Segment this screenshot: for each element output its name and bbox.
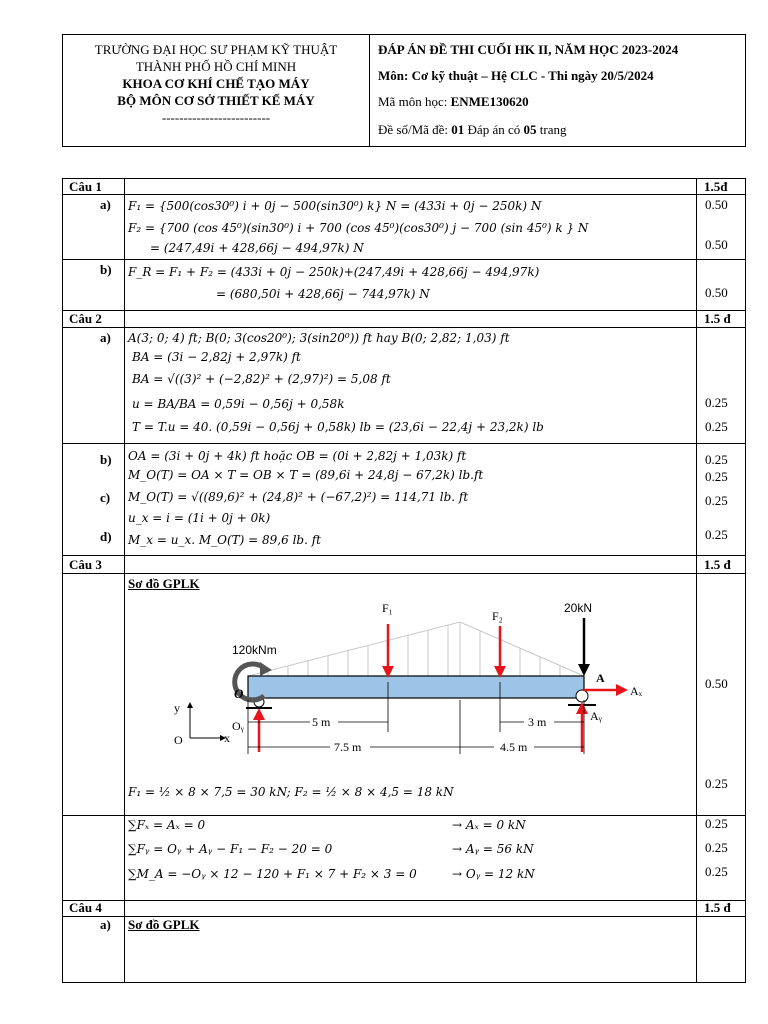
free-body-diagram-title: Sơ đồ GPLK: [128, 917, 200, 932]
part-a-label: a): [100, 330, 111, 345]
score: 0.25: [705, 395, 728, 410]
score: 0.25: [705, 452, 728, 467]
equation-sum-fy: ∑Fᵧ = Oᵧ + Aᵧ − F₁ − F₂ − 20 = 0: [128, 842, 333, 856]
course-code: Mã môn học: ENME130620: [378, 94, 529, 109]
formula-ba-vector: BA = (3i − 2,82j + 2,97k) ft: [132, 350, 301, 364]
label-20kn: 20kN: [564, 601, 593, 615]
formula-resultant-forces: F₁ = ½ × 8 × 7,5 = 30 kN; F₂ = ½ × 8 × 4,5 = 18 kN: [128, 785, 454, 799]
formula-position-vector: OA = (3i + 0j + 4k) ft hoặc OB = (0i + 2,82j + 1,03k) ft: [128, 449, 467, 463]
score: 0.25: [705, 816, 728, 831]
part-a-label: a): [100, 917, 111, 932]
formula-ba-magnitude: BA = √((3)² + (−2,82)² + (2,97)²) = 5,08 ft: [132, 372, 391, 386]
formula-fr: F_R = F₁ + F₂ = (433i + 0j − 250k)+(247,49i + 428,66j − 494,97k): [128, 265, 540, 279]
score: 0.25: [705, 527, 728, 542]
label-o: O: [234, 686, 244, 701]
score: 0.50: [705, 237, 728, 252]
exam-title: ĐÁP ÁN ĐỀ THI CUỐI HK II, NĂM HỌC 2023-2024: [378, 42, 679, 57]
score: 0.25: [705, 864, 728, 879]
pin-support-a: [576, 690, 588, 702]
label-f1: F₁: [382, 601, 393, 615]
label-f2: F₂: [492, 609, 503, 623]
question-2-points: 1.5 đ: [704, 311, 731, 326]
exam-number: Đề số/Mã đề: 01 Đáp án có 05 trang: [378, 122, 567, 137]
formula-ux: u_x = i = (1i + 0j + 0k): [128, 511, 271, 525]
result-ay: → Aᵧ = 56 kN: [452, 842, 534, 856]
formula-mx: M_x = u_x. M_O(T) = 89,6 lb. ft: [128, 533, 321, 547]
label-oy: Oᵧ: [232, 719, 244, 733]
formula-fr-result: = (680,50i + 428,66j − 744,97k) N: [216, 287, 430, 301]
question-3-title: Câu 3: [69, 557, 102, 572]
label-a: A: [596, 671, 605, 685]
score: 0.50: [705, 676, 728, 691]
part-b-label: b): [100, 452, 112, 467]
free-body-diagram-title: Sơ đồ GPLK: [128, 576, 200, 591]
dim-4-5m: 4.5 m: [500, 740, 528, 754]
beam: [248, 676, 584, 698]
score: 0.25: [705, 419, 728, 434]
faculty-name: KHOA CƠ KHÍ CHẾ TẠO MÁY: [122, 76, 310, 91]
dim-3m: 3 m: [528, 715, 547, 729]
exam-subject: Môn: Cơ kỹ thuật – Hệ CLC - Thi ngày 20/5/2024: [378, 68, 654, 83]
score: 0.25: [705, 493, 728, 508]
equation-sum-fx: ∑Fₓ = Aₓ = 0: [128, 818, 206, 832]
label-moment: 120kNm: [232, 643, 277, 657]
part-d-label: d): [100, 529, 112, 544]
beam-diagram: [124, 592, 684, 778]
question-3-points: 1.5 đ: [704, 557, 731, 572]
axis-y-label: y: [174, 701, 180, 715]
school-name-2: THÀNH PHỐ HỒ CHÍ MINH: [135, 59, 297, 74]
formula-f2: F₂ = {700 (cos 45⁰)(sin30⁰) i + 700 (cos 45⁰)(cos30⁰) j − 700 (sin 45⁰) k } N: [128, 221, 589, 235]
part-a-label: a): [100, 197, 111, 212]
question-1-points: 1.5đ: [704, 179, 728, 194]
header-box: [62, 34, 746, 147]
label-ay: Aᵧ: [590, 709, 602, 723]
label-ax: Aₓ: [630, 684, 643, 698]
part-b-label: b): [100, 262, 112, 277]
header-dashes: -------------------------: [161, 110, 271, 125]
score: 0.25: [705, 776, 728, 791]
formula-f1: F₁ = {500(cos30⁰) i + 0j − 500(sin30⁰) k} N = (433i + 0j − 250k) N: [128, 199, 542, 213]
dim-5m: 5 m: [312, 715, 331, 729]
question-2-title: Câu 2: [69, 311, 102, 326]
score: 0.50: [705, 285, 728, 300]
dim-7-5m: 7.5 m: [334, 740, 362, 754]
score: 0.25: [705, 840, 728, 855]
department-name: BỘ MÔN CƠ SỞ THIẾT KẾ MÁY: [117, 93, 315, 108]
question-1-title: Câu 1: [69, 179, 102, 194]
result-oy: → Oᵧ = 12 kN: [452, 867, 535, 881]
part-c-label: c): [100, 490, 111, 505]
distributed-load: [248, 622, 584, 676]
question-4-title: Câu 4: [69, 900, 102, 915]
formula-f2-result: = (247,49i + 428,66j − 494,97k) N: [150, 241, 364, 255]
axis-x-label: x: [224, 731, 230, 745]
formula-unit-vector: u = BA/BA = 0,59i − 0,56j + 0,58k: [132, 397, 345, 411]
question-4-points: 1.5 đ: [704, 900, 731, 915]
formula-coords: A(3; 0; 4) ft; B(0; 3(cos20⁰); 3(sin20⁰)) ft hay B(0; 2,82; 1,03) ft: [128, 331, 510, 345]
equation-sum-ma: ∑M_A = −Oᵧ × 12 − 120 + F₁ × 7 + F₂ × 3 = 0: [128, 867, 417, 881]
formula-moment-vector: M_O(T) = OA × T = OB × T = (89,6i + 24,8j − 67,2k) lb.ft: [128, 468, 484, 482]
formula-moment-magnitude: M_O(T) = √((89,6)² + (24,8)² + (−67,2)²) = 114,71 lb. ft: [128, 490, 469, 504]
formula-t-vector: T = T.u = 40. (0,59i − 0,56j + 0,58k) lb = (23,6i − 22,4j + 23,2k) lb: [132, 420, 544, 434]
score: 0.25: [705, 469, 728, 484]
result-ax: → Aₓ = 0 kN: [452, 818, 526, 832]
axis-origin-label: O: [174, 733, 183, 747]
score: 0.50: [705, 197, 728, 212]
school-name-1: TRƯỜNG ĐẠI HỌC SƯ PHẠM KỸ THUẬT: [94, 42, 338, 57]
